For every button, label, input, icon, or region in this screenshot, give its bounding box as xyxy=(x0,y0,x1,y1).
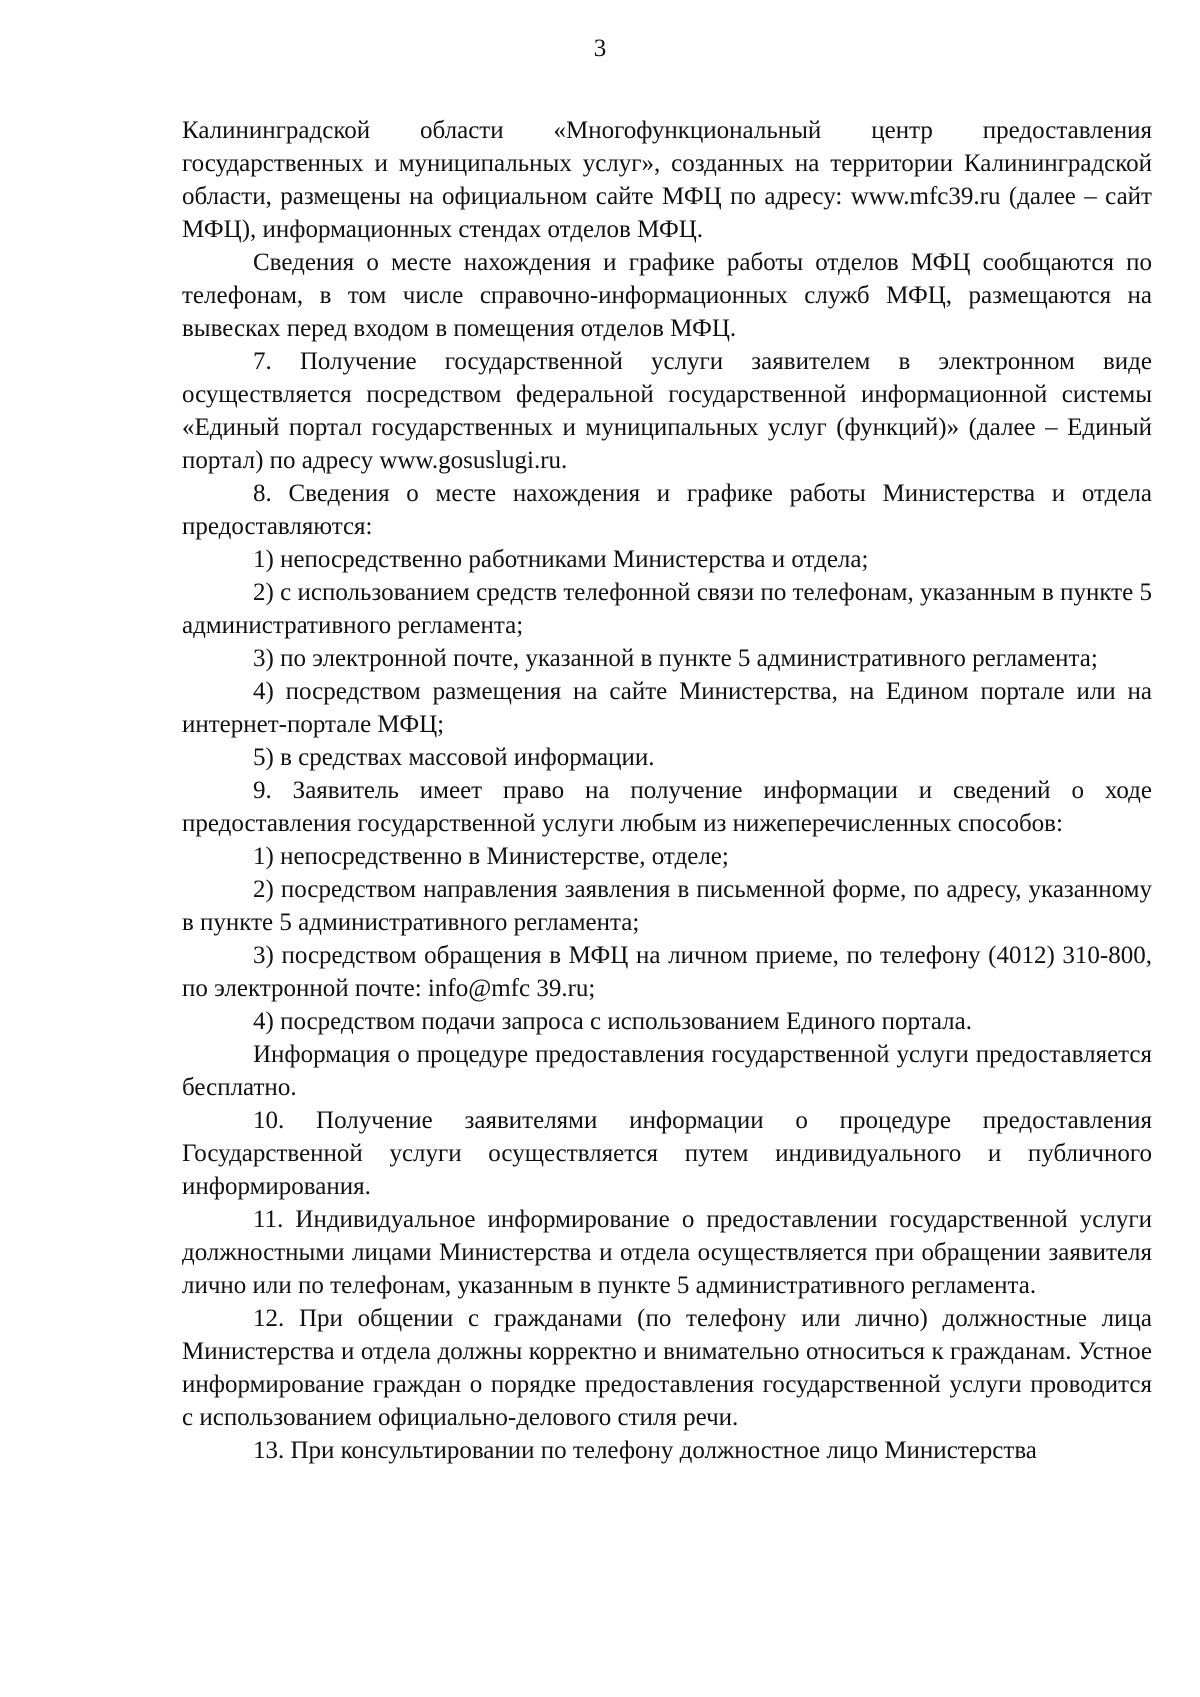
paragraph-item-10: 10. Получение заявителями информации о процедуре предоставления Государственной услуги осуществляется путем индивидуального и публичного информирования. xyxy=(182,1107,1152,1200)
list-item-9-1: 1) непосредственно в Министерстве, отделе; xyxy=(253,843,729,870)
document-body xyxy=(182,114,1152,1467)
paragraph-item-7: 7. Получение государственной услуги заявителем в электронном виде осуществляется посредством федеральной государственной информационной системы «Единый портал государственных и муниципальных услуг (функций)» (далее – Единый портал) по адресу www.gosuslugi.ru. xyxy=(182,348,1152,474)
list-item-8-3: 3) по электронной почте, указанной в пункте 5 административного регламента; xyxy=(253,645,1098,672)
list-item-8-4: 4) посредством размещения на сайте Министерства, на Едином портале или на интернет-портале МФЦ; xyxy=(182,678,1152,738)
page-number: 3 xyxy=(593,35,607,62)
list-item-9-4: 4) посредством подачи запроса с использованием Единого портала. xyxy=(253,1008,972,1035)
paragraph-info-free: Информация о процедуре предоставления государственной услуги предоставляется бесплатно. xyxy=(182,1041,1152,1101)
list-item-9-2: 2) посредством направления заявления в письменной форме, по адресу, указанному в пункте 5 административного регламента; xyxy=(182,876,1152,936)
paragraph-item-9: 9. Заявитель имеет право на получение информации и сведений о ходе предоставления государственной услуги любым из нижеперечисленных способов: xyxy=(182,777,1152,837)
paragraph-item-8: 8. Сведения о месте нахождения и графике работы Министерства и отдела предоставляются: xyxy=(182,480,1152,540)
list-item-9-3: 3) посредством обращения в МФЦ на личном приеме, по телефону (4012) 310-800, по электронной почте: info@mfc 39.ru; xyxy=(182,942,1152,1002)
paragraph-item-11: 11. Индивидуальное информирование о предоставлении государственной услуги должностными лицами Министерства и отдела осуществляется при обращении заявителя лично или по телефонам, указанным в пункте 5 административного регламента. xyxy=(182,1206,1152,1299)
paragraph-mfc-schedule-info: Сведения о месте нахождения и графике работы отделов МФЦ сообщаются по телефонам, в том числе справочно-информационных служб МФЦ, размещаются на вывесках перед входом в помещения отделов МФЦ. xyxy=(182,249,1152,342)
paragraph-item-13: 13. При консультировании по телефону должностное лицо Министерства xyxy=(253,1437,1037,1464)
list-item-8-5: 5) в средствах массовой информации. xyxy=(253,744,655,771)
paragraph-item-12: 12. При общении с гражданами (по телефону или лично) должностные лица Министерства и отдела должны корректно и внимательно относиться к гражданам. Устное информирование граждан о порядке предоставления государственной услуги проводится с использованием официально-делового стиля речи. xyxy=(182,1305,1152,1431)
list-item-8-1: 1) непосредственно работниками Министерства и отдела; xyxy=(253,546,869,573)
list-item-8-2: 2) с использованием средств телефонной связи по телефонам, указанным в пункте 5 административного регламента; xyxy=(182,579,1152,639)
paragraph-mfc-locations: Калининградской области «Многофункциональный центр предоставления государственных и муниципальных услуг», созданных на территории Калининградской области, размещены на официальном сайте МФЦ по адресу: www.mfc39.ru (далее – сайт МФЦ), информационных стендах отделов МФЦ. xyxy=(182,117,1152,243)
